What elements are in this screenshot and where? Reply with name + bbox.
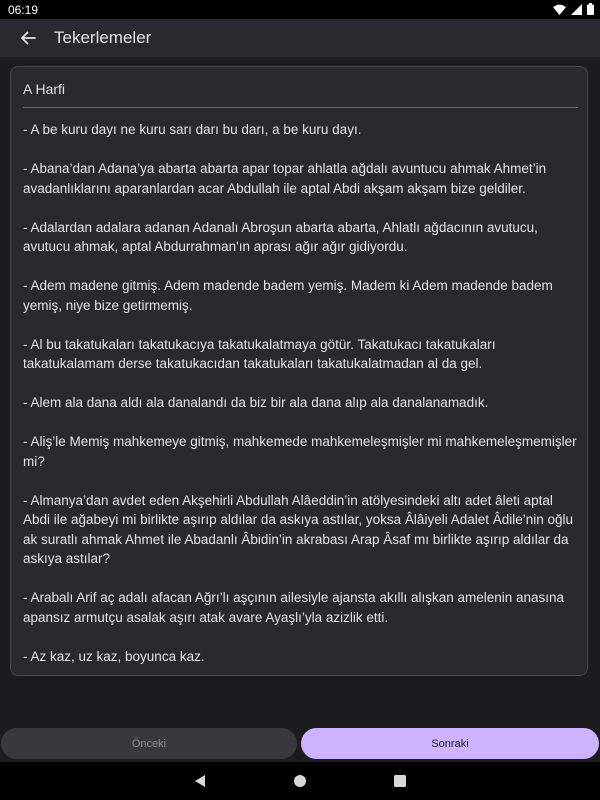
next-button[interactable]: Sonraki — [301, 728, 599, 759]
content-card — [10, 66, 588, 676]
tongue-twister-text: - A be kuru dayı ne kuru sarı darı bu darı, a be kuru dayı. - Abana’dan Adana’ya abarta abarta apar topar ahlatla ağdalı avuntucu ahmak Ahmet’in avadanlıklarını aparanlardan acar Abdullah ile aptal Abdi akşam akşam bize geldiler. - Adalardan adalara adanan Adanalı Abroşun abarta abarta, Ahlatlı ağdacının avutucu, avutucu ahmak, aptal Abdurrahman'ın aprası ağır ağır gidiyordu. - Adem madene gitmiş. Adem madende badem yemiş. Madem ki Adem madende badem yemiş, niye bize getirmemiş. - Al bu takatukaları takatukacıya takatukalatmaya götür. Takatukacı takatukaları takatukalamam derse takatukacıdan takatukaları takatukalatmadan al da gel. - Alem ala dana aldı ala danalandı da biz bir ala dana alıp ala danalanamadık. - Aliş’le Memiş mahkemeye gitmiş, mahkemede mahkemeleşmişler mi mahkemeleşmemişler mi? - Almanya’dan avdet eden Akşehirli Abdullah Alâeddin’in atölyesindeki altı adet âleti aptal Abdi ile ağabeyi mi birlikte aşırıp aldılar da askıya astılar, yoksa Âlâiyeli Adalet Âdile’nin oğlu ak suratlı ahmak Ahmet ile Abadanlı Âbidin’in akrabası Arap Âsaf mı birlikte aşırıp aldılar da askıya astılar? - Arabalı Arif aç adalı afacan Ağrı’lı aşçının ailesiyle ajansta akıllı alışkan amelenin anasına apansız armutçu asalak aşırı atak avare Ayaşlı’yla azizlik etti. - Az kaz, uz kaz, boyunca kaz. — [23, 122, 577, 664]
section-heading: A Harfi — [23, 81, 66, 97]
nav-home-button[interactable] — [290, 771, 310, 791]
nav-back-button[interactable] — [190, 771, 210, 791]
divider — [23, 107, 578, 108]
system-nav-bar — [0, 762, 600, 800]
home-circle-icon — [293, 774, 307, 788]
recents-square-icon — [393, 774, 407, 788]
app-bar — [0, 19, 600, 57]
arrow-left-icon — [20, 30, 36, 46]
battery-icon — [587, 3, 594, 15]
wifi-icon — [553, 4, 566, 15]
signal-icon — [571, 4, 582, 15]
nav-recents-button[interactable] — [390, 771, 410, 791]
previous-button[interactable]: Önceki — [1, 728, 297, 759]
status-bar — [0, 0, 600, 19]
page-title: Tekerlemeler — [54, 28, 152, 47]
back-button[interactable] — [14, 25, 42, 51]
back-triangle-icon — [193, 774, 207, 788]
status-time: 06:19 — [8, 3, 39, 17]
status-icons — [553, 3, 594, 15]
